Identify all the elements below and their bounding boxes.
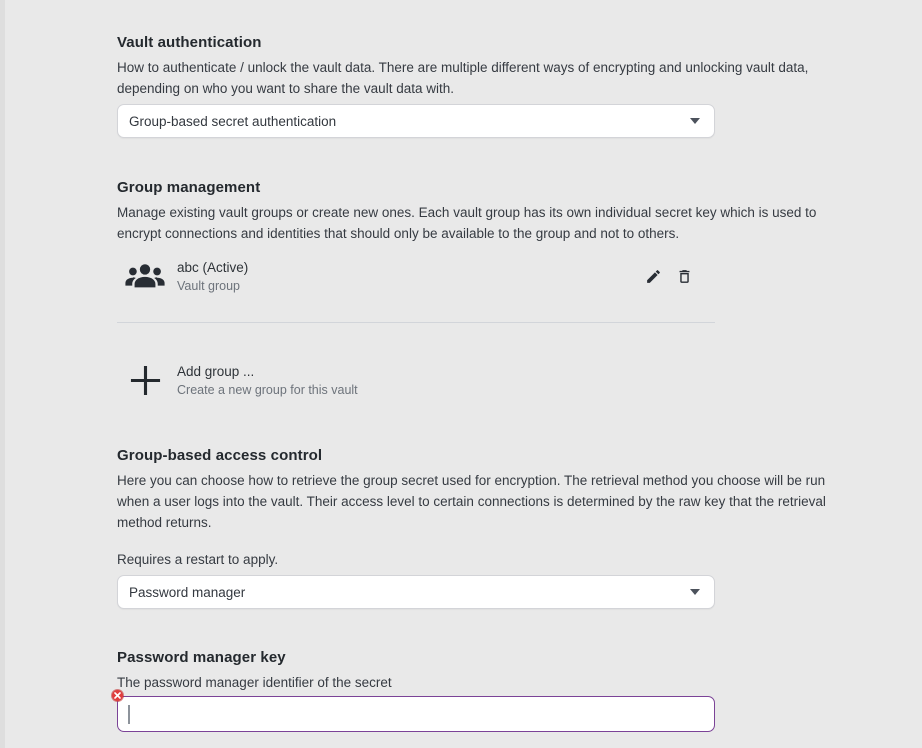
settings-content	[117, 0, 830, 732]
vault-group-text	[177, 259, 645, 294]
add-group-text	[177, 363, 715, 398]
vault-auth-method-selected-value: Group-based secret authentication	[129, 113, 337, 129]
secret-retrieval-method-select[interactable]	[117, 575, 715, 609]
password-manager-key-input[interactable]	[117, 696, 715, 732]
delete-icon[interactable]	[676, 268, 693, 285]
group-list-divider	[117, 322, 715, 323]
chevron-down-icon	[690, 589, 700, 595]
vault-auth-method-select[interactable]	[117, 104, 715, 138]
vault-group-name: abc (Active)	[177, 259, 249, 275]
access-control-description: Here you can choose how to retrieve the group secret used for encryption. The retrieval method you choose will be run when a user logs into the vault. Their access level to certain connections is determined by the raw key that the retrieval method returns.	[117, 473, 826, 530]
add-group-sublabel: Create a new group for this vault	[177, 382, 358, 397]
add-group-button[interactable]	[117, 358, 715, 402]
password-manager-key-field	[117, 696, 715, 732]
group-management-title: Group management	[117, 179, 261, 196]
group-icon	[125, 262, 165, 291]
vault-group-subtitle: Vault group	[177, 278, 241, 293]
add-icon	[125, 364, 165, 397]
access-control-title: Group-based access control	[117, 447, 323, 464]
vault-group-actions	[645, 268, 693, 285]
group-management-description: Manage existing vault groups or create new ones. Each vault group has its own individual secret key which is used to encrypt connections and identities that should only be available to the group and not to others.	[117, 205, 817, 241]
restart-note: Requires a restart to apply.	[117, 552, 279, 567]
window-left-edge	[0, 0, 5, 748]
add-group-label: Add group ...	[177, 363, 255, 379]
vault-authentication-title: Vault authentication	[117, 34, 262, 51]
chevron-down-icon	[690, 118, 700, 124]
secret-retrieval-selected-value: Password manager	[129, 584, 246, 600]
edit-icon[interactable]	[645, 268, 662, 285]
vault-group-row[interactable]	[117, 254, 715, 298]
vault-authentication-description: How to authenticate / unlock the vault data. There are multiple different ways of encrypting and unlocking vault data, depending on who you want to share the vault data with.	[117, 60, 809, 96]
password-manager-key-description: The password manager identifier of the secret	[117, 675, 392, 690]
password-manager-key-title: Password manager key	[117, 649, 286, 666]
